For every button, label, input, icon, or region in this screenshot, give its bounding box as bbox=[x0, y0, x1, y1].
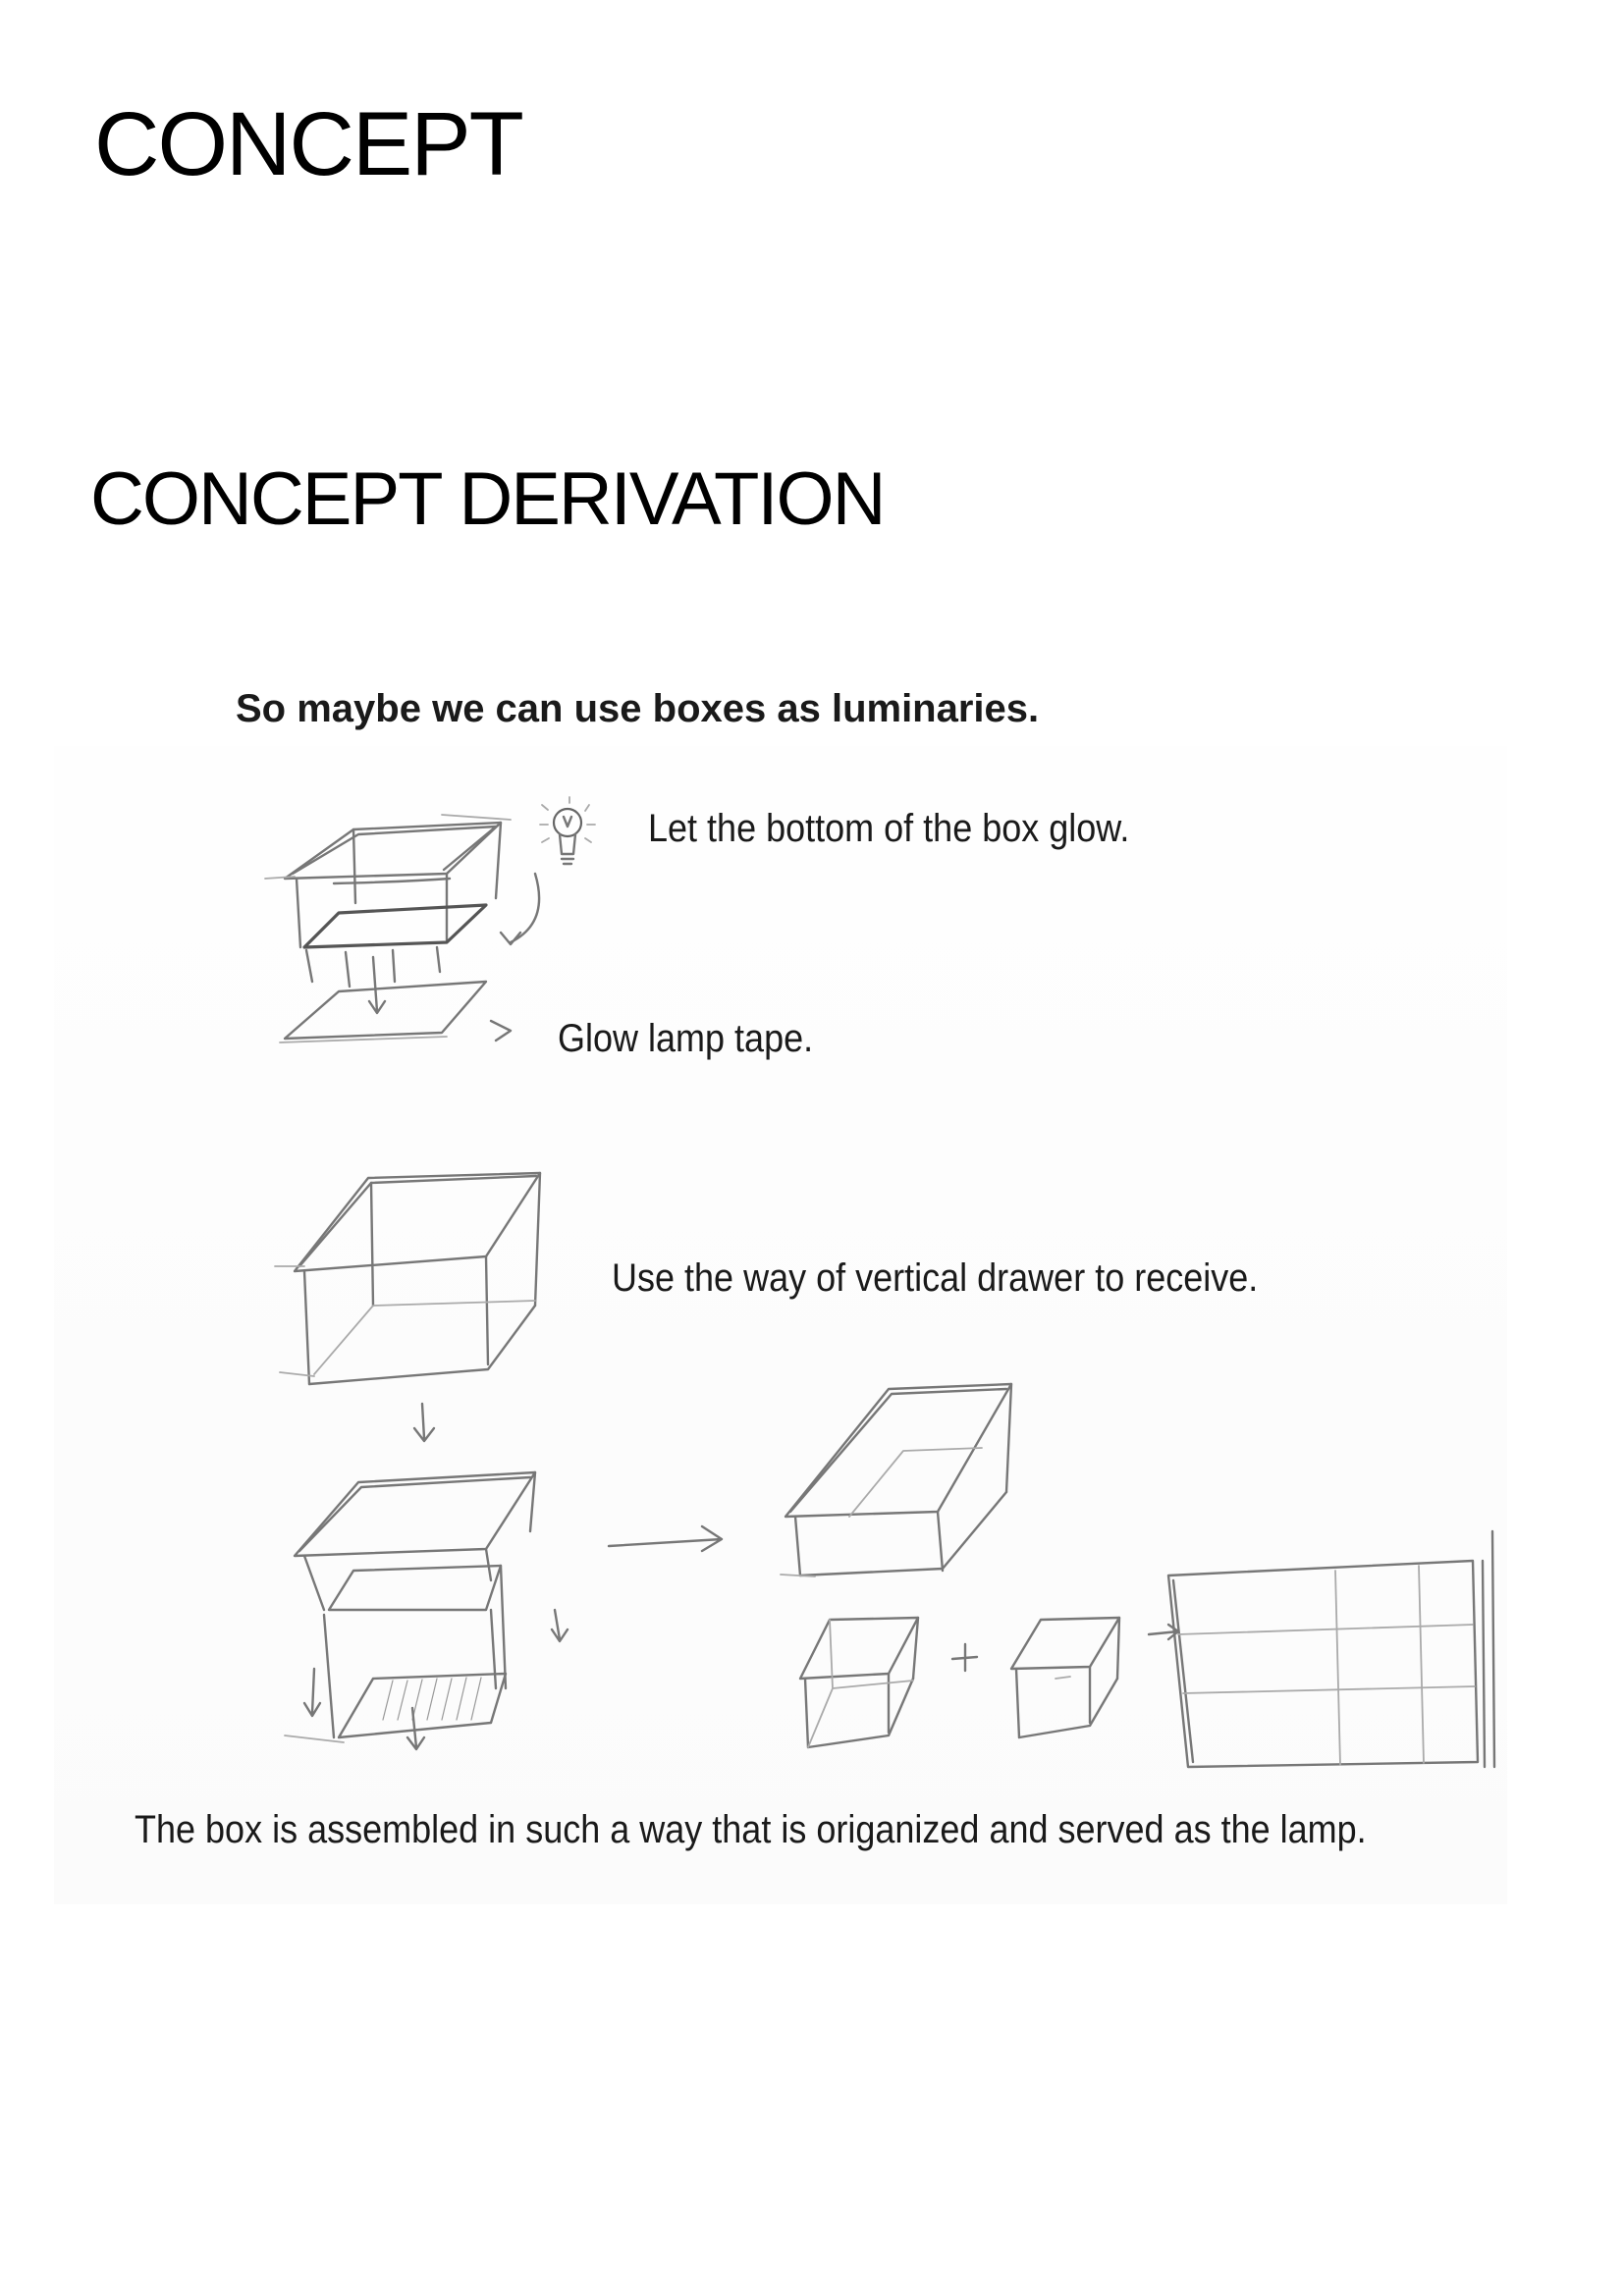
page-title: CONCEPT bbox=[94, 94, 522, 194]
caption-assembly: The box is assembled in such a way that is origanized and served as the lamp. bbox=[135, 1808, 1367, 1851]
light-bulb-icon bbox=[540, 797, 595, 864]
section-title: CONCEPT DERIVATION bbox=[90, 457, 885, 541]
small-box-sketch-1 bbox=[800, 1618, 918, 1747]
drawer-box-sketch bbox=[275, 1173, 540, 1441]
caption-tape: Glow lamp tape. bbox=[558, 1017, 814, 1060]
caption-glow: Let the bottom of the box glow. bbox=[648, 807, 1130, 850]
stacked-box-sketch bbox=[285, 1472, 568, 1749]
plus-icon bbox=[952, 1644, 977, 1671]
arrow-icon bbox=[609, 1526, 722, 1551]
concept-lead: So maybe we can use boxes as luminaries. bbox=[236, 687, 1040, 730]
caption-drawer: Use the way of vertical drawer to receive. bbox=[612, 1256, 1259, 1300]
small-box-sketch-2 bbox=[1011, 1618, 1178, 1737]
grid-panel-sketch bbox=[1168, 1531, 1494, 1767]
long-box-sketch bbox=[781, 1384, 1011, 1576]
glowing-box-sketch bbox=[265, 815, 539, 1042]
